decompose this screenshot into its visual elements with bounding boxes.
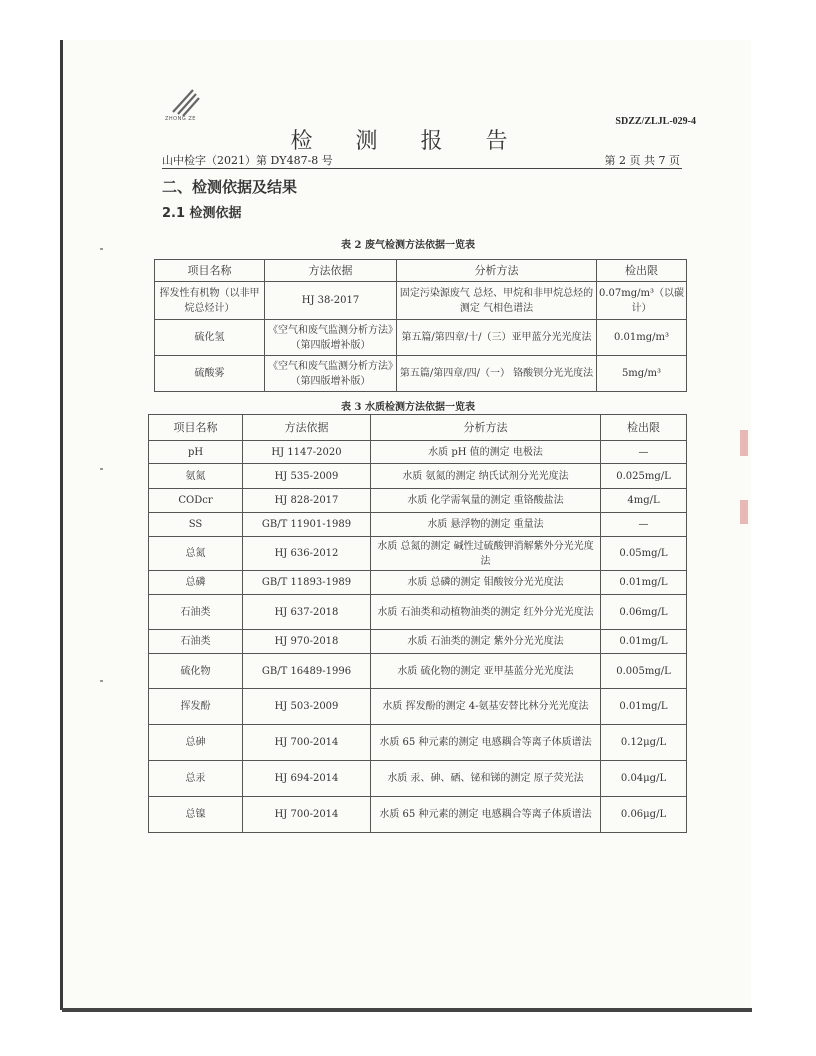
table-row (149, 654, 687, 689)
page-title: 检 测 报 告 (290, 129, 526, 154)
table-row (149, 797, 687, 833)
table-row (149, 489, 687, 513)
scan-mark (100, 468, 103, 470)
document-code: SDZZ/ZLJL-029-4 (615, 116, 696, 127)
table-row (149, 689, 687, 725)
cell-limit: 0.07mg/m³（以碳计） (597, 282, 687, 320)
cell-limit: 0.06μg/L (601, 797, 687, 833)
cell-item: 总汞 (149, 761, 243, 797)
cell-limit: 5mg/m³ (597, 356, 687, 392)
table-row (149, 441, 687, 464)
cell-item: 硫化物 (149, 654, 243, 689)
cell-item: 石油类 (149, 630, 243, 654)
table-row (155, 282, 687, 320)
cell-method: 水质 石油类的测定 紫外分光光度法 (371, 630, 601, 654)
scan-bottom-edge (62, 1008, 752, 1012)
cell-method: 水质 总氮的测定 碱性过硫酸钾消解紫外分光光度法 (371, 537, 601, 571)
cell-limit: 0.04μg/L (601, 761, 687, 797)
cell-method: 固定污染源废气 总烃、甲烷和非甲烷总烃的测定 气相色谱法 (397, 282, 597, 320)
cell-basis: HJ 535-2009 (243, 464, 371, 489)
cell-item: 石油类 (149, 595, 243, 630)
table-row (155, 356, 687, 392)
table-row (149, 513, 687, 537)
table-row (149, 537, 687, 571)
col-header-limit: 检出限 (601, 415, 687, 441)
cell-limit: 0.05mg/L (601, 537, 687, 571)
cell-basis: HJ 503-2009 (243, 689, 371, 725)
cell-limit: 0.01mg/L (601, 689, 687, 725)
cell-method: 水质 氨氮的测定 纳氏试剂分光光度法 (371, 464, 601, 489)
report-number: 山中检字（2021）第 DY487-8 号 (162, 154, 333, 167)
cell-method: 水质 总磷的测定 钼酸铵分光光度法 (371, 571, 601, 595)
cell-item: 氨氮 (149, 464, 243, 489)
cell-basis: HJ 970-2018 (243, 630, 371, 654)
col-header-basis: 方法依据 (265, 260, 397, 282)
cell-item: SS (149, 513, 243, 537)
table-row (149, 630, 687, 654)
cell-limit: 0.01mg/L (601, 571, 687, 595)
table3-caption: 表 3 水质检测方法依据一览表 (341, 402, 475, 413)
col-header-method: 分析方法 (397, 260, 597, 282)
section-heading: 二、检测依据及结果 (162, 178, 298, 196)
cell-basis: GB/T 16489-1996 (243, 654, 371, 689)
cell-item: 总氮 (149, 537, 243, 571)
scan-mark (100, 680, 103, 682)
col-header-limit: 检出限 (597, 260, 687, 282)
page-number: 第 2 页 共 7 页 (604, 154, 680, 167)
header-divider (162, 168, 682, 169)
table2-caption: 表 2 废气检测方法依据一览表 (341, 240, 475, 251)
col-header-item: 项目名称 (149, 415, 243, 441)
cell-limit: — (601, 441, 687, 464)
cell-basis: HJ 700-2014 (243, 725, 371, 761)
cell-basis: 《空气和废气监测分析方法》（第四版增补版） (265, 356, 397, 392)
water-methods-table (148, 414, 687, 833)
cell-method: 水质 化学需氧量的测定 重铬酸盐法 (371, 489, 601, 513)
company-logo-icon (165, 84, 205, 120)
cell-basis: 《空气和废气监测分析方法》（第四版增补版） (265, 320, 397, 356)
cell-method: 水质 硫化物的测定 亚甲基蓝分光光度法 (371, 654, 601, 689)
cell-basis: HJ 636-2012 (243, 537, 371, 571)
table-row (155, 320, 687, 356)
table-row (149, 571, 687, 595)
cell-method: 水质 pH 值的测定 电极法 (371, 441, 601, 464)
table-row (149, 725, 687, 761)
cell-method: 第五篇/第四章/四/（一） 铬酸钡分光光度法 (397, 356, 597, 392)
cell-item: 硫酸雾 (155, 356, 265, 392)
cell-limit: 0.12μg/L (601, 725, 687, 761)
cell-item: 总镍 (149, 797, 243, 833)
exhaust-gas-methods-table (154, 259, 687, 392)
cell-basis: HJ 38-2017 (265, 282, 397, 320)
cell-basis: HJ 700-2014 (243, 797, 371, 833)
cell-basis: HJ 1147-2020 (243, 441, 371, 464)
cell-method: 水质 石油类和动植物油类的测定 红外分光光度法 (371, 595, 601, 630)
logo-text: ZHONG ZE (165, 116, 196, 122)
stamp-bleed-mark (740, 500, 748, 524)
subsection-heading: 2.1 检测依据 (162, 206, 242, 221)
col-header-method: 分析方法 (371, 415, 601, 441)
cell-limit: 0.005mg/L (601, 654, 687, 689)
cell-method: 水质 挥发酚的测定 4-氨基安替比林分光光度法 (371, 689, 601, 725)
cell-method: 第五篇/第四章/十/（三）亚甲蓝分光光度法 (397, 320, 597, 356)
cell-basis: HJ 694-2014 (243, 761, 371, 797)
cell-limit: 0.01mg/L (601, 630, 687, 654)
table-row (149, 595, 687, 630)
stamp-bleed-mark (740, 430, 748, 456)
col-header-basis: 方法依据 (243, 415, 371, 441)
cell-item: 总砷 (149, 725, 243, 761)
cell-basis: GB/T 11893-1989 (243, 571, 371, 595)
cell-basis: HJ 637-2018 (243, 595, 371, 630)
scan-mark (100, 248, 103, 250)
cell-method: 水质 65 种元素的测定 电感耦合等离子体质谱法 (371, 725, 601, 761)
cell-method: 水质 汞、砷、硒、铋和锑的测定 原子荧光法 (371, 761, 601, 797)
col-header-item: 项目名称 (155, 260, 265, 282)
cell-limit: 0.025mg/L (601, 464, 687, 489)
cell-item: pH (149, 441, 243, 464)
cell-item: CODcr (149, 489, 243, 513)
cell-basis: HJ 828-2017 (243, 489, 371, 513)
cell-method: 水质 悬浮物的测定 重量法 (371, 513, 601, 537)
table-row (149, 464, 687, 489)
cell-item: 挥发酚 (149, 689, 243, 725)
table-row (149, 761, 687, 797)
cell-basis: GB/T 11901-1989 (243, 513, 371, 537)
cell-item: 总磷 (149, 571, 243, 595)
cell-limit: 0.01mg/m³ (597, 320, 687, 356)
cell-limit: 0.06mg/L (601, 595, 687, 630)
cell-item: 硫化氢 (155, 320, 265, 356)
cell-item: 挥发性有机物（以非甲烷总烃计） (155, 282, 265, 320)
cell-method: 水质 65 种元素的测定 电感耦合等离子体质谱法 (371, 797, 601, 833)
cell-limit: — (601, 513, 687, 537)
cell-limit: 4mg/L (601, 489, 687, 513)
